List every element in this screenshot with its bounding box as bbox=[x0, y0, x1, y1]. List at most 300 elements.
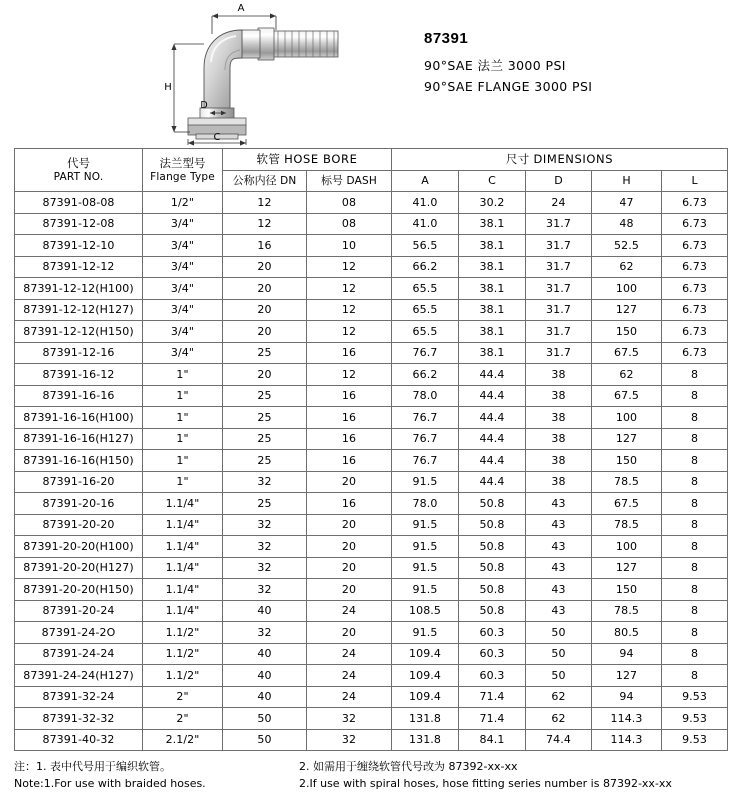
cell-dn: 32 bbox=[223, 557, 307, 579]
cell-flange-type: 1.1/2" bbox=[143, 665, 223, 687]
header-section bbox=[14, 0, 727, 148]
cell-dash: 24 bbox=[307, 600, 392, 622]
cell-dim-c: 60.3 bbox=[459, 622, 526, 644]
header-dim-a: A bbox=[392, 170, 459, 192]
cell-dim-d: 38 bbox=[526, 407, 592, 429]
table-row bbox=[15, 450, 728, 472]
cell-dim-c: 50.8 bbox=[459, 493, 526, 515]
cell-dn: 40 bbox=[223, 643, 307, 665]
header-hose-bore-cn: 软管 bbox=[256, 152, 281, 167]
cell-dim-a: 76.7 bbox=[392, 450, 459, 472]
cell-dash: 20 bbox=[307, 557, 392, 579]
header-dim-l: L bbox=[662, 170, 728, 192]
cell-part-no: 87391-20-16 bbox=[15, 493, 143, 515]
cell-part-no: 87391-20-20(H150) bbox=[15, 579, 143, 601]
header-dn bbox=[223, 170, 307, 192]
cell-dim-d: 43 bbox=[526, 536, 592, 558]
cell-part-no: 87391-12-12 bbox=[15, 256, 143, 278]
cell-dim-a: 91.5 bbox=[392, 579, 459, 601]
cell-part-no: 87391-08-08 bbox=[15, 192, 143, 214]
cell-dim-d: 62 bbox=[526, 686, 592, 708]
cell-dim-l: 8 bbox=[662, 514, 728, 536]
cell-dim-a: 56.5 bbox=[392, 235, 459, 257]
header-part-no bbox=[15, 149, 143, 192]
cell-dim-c: 38.1 bbox=[459, 235, 526, 257]
cell-flange-type: 1" bbox=[143, 428, 223, 450]
cell-dim-l: 9.53 bbox=[662, 708, 728, 730]
cell-dim-c: 60.3 bbox=[459, 643, 526, 665]
cell-dim-d: 43 bbox=[526, 514, 592, 536]
cell-dash: 16 bbox=[307, 428, 392, 450]
cell-dim-c: 71.4 bbox=[459, 686, 526, 708]
cell-dim-a: 91.5 bbox=[392, 514, 459, 536]
cell-dim-h: 78.5 bbox=[592, 600, 662, 622]
cell-flange-type: 1.1/4" bbox=[143, 557, 223, 579]
cell-dash: 16 bbox=[307, 493, 392, 515]
cell-dim-d: 43 bbox=[526, 493, 592, 515]
cell-dim-d: 31.7 bbox=[526, 342, 592, 364]
cell-dim-a: 109.4 bbox=[392, 643, 459, 665]
dimension-c-label: C bbox=[213, 132, 221, 143]
cell-dim-l: 6.73 bbox=[662, 256, 728, 278]
note-en-1: Note:1.For use with braided hoses. bbox=[14, 777, 206, 791]
cell-dim-h: 150 bbox=[592, 450, 662, 472]
cell-dim-l: 9.53 bbox=[662, 729, 728, 751]
table-row bbox=[15, 729, 728, 751]
header-dash-en: DASH bbox=[346, 174, 377, 187]
cell-dim-l: 6.73 bbox=[662, 213, 728, 235]
cell-dash: 20 bbox=[307, 471, 392, 493]
cell-dn: 25 bbox=[223, 385, 307, 407]
cell-dim-d: 43 bbox=[526, 600, 592, 622]
cell-dn: 50 bbox=[223, 708, 307, 730]
cell-flange-type: 1" bbox=[143, 385, 223, 407]
cell-dim-c: 38.1 bbox=[459, 321, 526, 343]
cell-dim-c: 44.4 bbox=[459, 428, 526, 450]
cell-dash: 20 bbox=[307, 622, 392, 644]
cell-dim-d: 31.7 bbox=[526, 256, 592, 278]
table-row bbox=[15, 364, 728, 386]
cell-dim-a: 91.5 bbox=[392, 557, 459, 579]
cell-part-no: 87391-20-20(H127) bbox=[15, 557, 143, 579]
cell-dim-a: 91.5 bbox=[392, 622, 459, 644]
cell-dn: 32 bbox=[223, 579, 307, 601]
cell-flange-type: 3/4" bbox=[143, 299, 223, 321]
table-row bbox=[15, 643, 728, 665]
cell-dim-d: 38 bbox=[526, 428, 592, 450]
cell-dim-h: 100 bbox=[592, 536, 662, 558]
cell-part-no: 87391-16-16(H100) bbox=[15, 407, 143, 429]
cell-dim-l: 8 bbox=[662, 579, 728, 601]
cell-dim-a: 109.4 bbox=[392, 686, 459, 708]
cell-dim-c: 38.1 bbox=[459, 342, 526, 364]
cell-dn: 25 bbox=[223, 428, 307, 450]
cell-dim-a: 41.0 bbox=[392, 192, 459, 214]
cell-part-no: 87391-12-12(H127) bbox=[15, 299, 143, 321]
cell-dim-c: 71.4 bbox=[459, 708, 526, 730]
header-dimensions-en: DIMENSIONS bbox=[533, 152, 614, 167]
cell-part-no: 87391-24-2O bbox=[15, 622, 143, 644]
cell-dash: 16 bbox=[307, 450, 392, 472]
elbow-bend bbox=[204, 30, 242, 112]
cell-dim-c: 44.4 bbox=[459, 450, 526, 472]
description-en: 90°SAE FLANGE 3000 PSI bbox=[424, 79, 593, 94]
cell-dn: 40 bbox=[223, 600, 307, 622]
table-row bbox=[15, 665, 728, 687]
header-dn-en: DN bbox=[280, 174, 297, 187]
cell-dash: 10 bbox=[307, 235, 392, 257]
header-part-no-en: PART NO. bbox=[53, 170, 104, 183]
cell-dash: 12 bbox=[307, 321, 392, 343]
cell-dim-h: 127 bbox=[592, 299, 662, 321]
cell-flange-type: 1" bbox=[143, 407, 223, 429]
cell-dim-h: 94 bbox=[592, 643, 662, 665]
cell-dim-l: 8 bbox=[662, 385, 728, 407]
cell-dim-c: 44.4 bbox=[459, 385, 526, 407]
cell-dim-a: 65.5 bbox=[392, 278, 459, 300]
cell-dim-d: 74.4 bbox=[526, 729, 592, 751]
cell-dash: 32 bbox=[307, 708, 392, 730]
cell-dn: 32 bbox=[223, 514, 307, 536]
cell-dn: 32 bbox=[223, 622, 307, 644]
cell-flange-type: 3/4" bbox=[143, 213, 223, 235]
cell-dim-d: 24 bbox=[526, 192, 592, 214]
cell-dim-c: 50.8 bbox=[459, 514, 526, 536]
cell-dim-l: 6.73 bbox=[662, 192, 728, 214]
cell-dim-c: 50.8 bbox=[459, 579, 526, 601]
table-row bbox=[15, 321, 728, 343]
cell-dim-d: 50 bbox=[526, 665, 592, 687]
cell-part-no: 87391-20-20(H100) bbox=[15, 536, 143, 558]
cell-flange-type: 2" bbox=[143, 686, 223, 708]
cell-part-no: 87391-16-16 bbox=[15, 385, 143, 407]
cell-dn: 12 bbox=[223, 213, 307, 235]
cell-dim-c: 38.1 bbox=[459, 278, 526, 300]
cell-dn: 40 bbox=[223, 686, 307, 708]
cell-dim-h: 62 bbox=[592, 256, 662, 278]
cell-dim-l: 6.73 bbox=[662, 299, 728, 321]
cell-part-no: 87391-16-16(H150) bbox=[15, 450, 143, 472]
table-header-group-row bbox=[15, 149, 728, 171]
cell-dim-l: 8 bbox=[662, 600, 728, 622]
cell-dim-a: 108.5 bbox=[392, 600, 459, 622]
cell-dn: 50 bbox=[223, 729, 307, 751]
header-dimensions-cn: 尺寸 bbox=[505, 152, 530, 167]
cell-part-no: 87391-16-20 bbox=[15, 471, 143, 493]
cell-dim-a: 65.5 bbox=[392, 299, 459, 321]
cell-dim-a: 66.2 bbox=[392, 364, 459, 386]
cell-dn: 40 bbox=[223, 665, 307, 687]
cell-dim-c: 50.8 bbox=[459, 600, 526, 622]
cell-dim-h: 94 bbox=[592, 686, 662, 708]
table-row bbox=[15, 235, 728, 257]
specification-table bbox=[14, 148, 728, 751]
cell-dim-d: 38 bbox=[526, 471, 592, 493]
notes-section bbox=[14, 758, 727, 792]
cell-dim-d: 50 bbox=[526, 643, 592, 665]
table-row bbox=[15, 557, 728, 579]
table-row bbox=[15, 213, 728, 235]
header-dim-h: H bbox=[592, 170, 662, 192]
cell-dn: 32 bbox=[223, 536, 307, 558]
table-row bbox=[15, 579, 728, 601]
table-row bbox=[15, 299, 728, 321]
cell-dim-l: 8 bbox=[662, 622, 728, 644]
cell-dim-d: 38 bbox=[526, 385, 592, 407]
cell-dim-h: 150 bbox=[592, 579, 662, 601]
cell-flange-type: 2" bbox=[143, 708, 223, 730]
cell-dim-c: 44.4 bbox=[459, 471, 526, 493]
table-row bbox=[15, 407, 728, 429]
cell-dim-h: 67.5 bbox=[592, 493, 662, 515]
cell-flange-type: 1.1/4" bbox=[143, 536, 223, 558]
table-body bbox=[15, 192, 728, 751]
cell-dim-h: 127 bbox=[592, 557, 662, 579]
cell-dim-a: 65.5 bbox=[392, 321, 459, 343]
cell-dim-l: 8 bbox=[662, 364, 728, 386]
cell-dash: 12 bbox=[307, 364, 392, 386]
table-row bbox=[15, 493, 728, 515]
cell-dim-d: 31.7 bbox=[526, 321, 592, 343]
cell-dim-l: 8 bbox=[662, 428, 728, 450]
cell-dash: 12 bbox=[307, 299, 392, 321]
cell-dim-a: 76.7 bbox=[392, 428, 459, 450]
cell-dim-h: 127 bbox=[592, 428, 662, 450]
table-row bbox=[15, 278, 728, 300]
cell-flange-type: 1" bbox=[143, 471, 223, 493]
header-dimensions bbox=[392, 149, 728, 171]
cell-flange-type: 3/4" bbox=[143, 321, 223, 343]
cell-flange-type: 2.1/2" bbox=[143, 729, 223, 751]
cell-dim-h: 114.3 bbox=[592, 708, 662, 730]
cell-dim-l: 8 bbox=[662, 665, 728, 687]
cell-dim-a: 66.2 bbox=[392, 256, 459, 278]
cell-flange-type: 1.1/4" bbox=[143, 493, 223, 515]
header-dim-c: C bbox=[459, 170, 526, 192]
cell-dim-l: 8 bbox=[662, 493, 728, 515]
header-dash-cn: 标号 bbox=[321, 173, 344, 187]
cell-dash: 16 bbox=[307, 385, 392, 407]
cell-dim-l: 6.73 bbox=[662, 278, 728, 300]
cell-dim-h: 80.5 bbox=[592, 622, 662, 644]
header-flange-type-en: Flange Type bbox=[150, 170, 215, 183]
table-row bbox=[15, 192, 728, 214]
cell-dim-c: 44.4 bbox=[459, 407, 526, 429]
cell-dim-h: 78.5 bbox=[592, 471, 662, 493]
cell-dim-c: 38.1 bbox=[459, 256, 526, 278]
cell-part-no: 87391-24-24(H127) bbox=[15, 665, 143, 687]
cell-dim-d: 38 bbox=[526, 364, 592, 386]
header-flange-type bbox=[143, 149, 223, 192]
title-block bbox=[424, 0, 592, 99]
table-row bbox=[15, 342, 728, 364]
cell-dim-h: 47 bbox=[592, 192, 662, 214]
cell-dash: 08 bbox=[307, 213, 392, 235]
cell-part-no: 87391-20-20 bbox=[15, 514, 143, 536]
cell-dim-d: 38 bbox=[526, 450, 592, 472]
note-en-2: 2.If use with spiral hoses, hose fitting series number is 87392-xx-xx bbox=[299, 777, 672, 791]
cell-dim-a: 41.0 bbox=[392, 213, 459, 235]
table-row bbox=[15, 385, 728, 407]
cell-dn: 25 bbox=[223, 493, 307, 515]
cell-dim-c: 50.8 bbox=[459, 536, 526, 558]
header-part-no-cn: 代号 bbox=[67, 156, 90, 171]
notes-row-en bbox=[14, 775, 727, 792]
cell-part-no: 87391-12-12(H150) bbox=[15, 321, 143, 343]
cell-flange-type: 3/4" bbox=[143, 342, 223, 364]
cell-dim-l: 8 bbox=[662, 536, 728, 558]
table-row bbox=[15, 471, 728, 493]
cell-dim-c: 50.8 bbox=[459, 557, 526, 579]
cell-dash: 20 bbox=[307, 536, 392, 558]
cell-flange-type: 1/2" bbox=[143, 192, 223, 214]
cell-dn: 20 bbox=[223, 278, 307, 300]
header-dim-d: D bbox=[526, 170, 592, 192]
cell-dn: 20 bbox=[223, 256, 307, 278]
cell-dash: 16 bbox=[307, 407, 392, 429]
cell-dim-h: 150 bbox=[592, 321, 662, 343]
cell-part-no: 87391-32-32 bbox=[15, 708, 143, 730]
cell-dim-d: 31.7 bbox=[526, 278, 592, 300]
cell-dim-c: 30.2 bbox=[459, 192, 526, 214]
cell-dim-a: 78.0 bbox=[392, 385, 459, 407]
cell-part-no: 87391-20-24 bbox=[15, 600, 143, 622]
cell-dim-l: 8 bbox=[662, 557, 728, 579]
table-row bbox=[15, 600, 728, 622]
product-drawing bbox=[14, 0, 414, 148]
cell-dim-h: 62 bbox=[592, 364, 662, 386]
cell-dim-h: 67.5 bbox=[592, 385, 662, 407]
cell-flange-type: 1" bbox=[143, 450, 223, 472]
cell-dim-h: 100 bbox=[592, 407, 662, 429]
cell-dim-l: 8 bbox=[662, 471, 728, 493]
cell-dim-a: 78.0 bbox=[392, 493, 459, 515]
table-row bbox=[15, 686, 728, 708]
cell-part-no: 87391-16-16(H127) bbox=[15, 428, 143, 450]
cell-flange-type: 1.1/2" bbox=[143, 622, 223, 644]
cell-dim-d: 43 bbox=[526, 557, 592, 579]
cell-dim-l: 6.73 bbox=[662, 235, 728, 257]
cell-dim-c: 38.1 bbox=[459, 299, 526, 321]
cell-dim-d: 62 bbox=[526, 708, 592, 730]
notes-row-cn bbox=[14, 758, 727, 775]
note-cn-1: 注：1. 表中代号用于编织软管。 bbox=[14, 760, 171, 773]
cell-dim-l: 9.53 bbox=[662, 686, 728, 708]
part-code: 87391 bbox=[424, 30, 469, 47]
table-row bbox=[15, 536, 728, 558]
cell-part-no: 87391-40-32 bbox=[15, 729, 143, 751]
cell-dim-a: 76.7 bbox=[392, 342, 459, 364]
cell-dim-a: 91.5 bbox=[392, 471, 459, 493]
table-row bbox=[15, 622, 728, 644]
table-row bbox=[15, 428, 728, 450]
cell-dash: 20 bbox=[307, 579, 392, 601]
cell-flange-type: 1.1/4" bbox=[143, 600, 223, 622]
cell-dash: 12 bbox=[307, 278, 392, 300]
cell-dim-a: 131.8 bbox=[392, 729, 459, 751]
cell-dim-c: 84.1 bbox=[459, 729, 526, 751]
fitting-illustration bbox=[14, 0, 414, 148]
cell-dim-d: 43 bbox=[526, 579, 592, 601]
cell-dn: 12 bbox=[223, 192, 307, 214]
dimension-d-label: D bbox=[200, 100, 208, 111]
cell-flange-type: 1.1/2" bbox=[143, 643, 223, 665]
cell-dim-d: 50 bbox=[526, 622, 592, 644]
cell-dash: 16 bbox=[307, 342, 392, 364]
cell-dn: 16 bbox=[223, 235, 307, 257]
dimension-a-label: A bbox=[237, 3, 245, 14]
header-dn-cn: 公称内径 bbox=[232, 173, 277, 187]
cell-dash: 20 bbox=[307, 514, 392, 536]
cell-flange-type: 1" bbox=[143, 364, 223, 386]
cell-dim-h: 78.5 bbox=[592, 514, 662, 536]
cell-dim-a: 91.5 bbox=[392, 536, 459, 558]
header-dash bbox=[307, 170, 392, 192]
cell-dim-d: 31.7 bbox=[526, 235, 592, 257]
cell-dash: 08 bbox=[307, 192, 392, 214]
cell-dim-a: 131.8 bbox=[392, 708, 459, 730]
cell-dim-l: 8 bbox=[662, 407, 728, 429]
table-row bbox=[15, 514, 728, 536]
cell-flange-type: 1.1/4" bbox=[143, 579, 223, 601]
cell-dn: 20 bbox=[223, 321, 307, 343]
cell-dash: 24 bbox=[307, 665, 392, 687]
cell-dim-l: 8 bbox=[662, 643, 728, 665]
cell-dim-h: 127 bbox=[592, 665, 662, 687]
cell-dash: 24 bbox=[307, 686, 392, 708]
cell-dim-h: 114.3 bbox=[592, 729, 662, 751]
cell-dash: 24 bbox=[307, 643, 392, 665]
cell-dash: 32 bbox=[307, 729, 392, 751]
note-cn-2: 2. 如需用于缠绕软管代号改为 87392-xx-xx bbox=[299, 760, 518, 773]
cell-dn: 25 bbox=[223, 407, 307, 429]
cell-dn: 25 bbox=[223, 342, 307, 364]
cell-dim-l: 6.73 bbox=[662, 342, 728, 364]
cell-dn: 20 bbox=[223, 364, 307, 386]
cell-part-no: 87391-16-12 bbox=[15, 364, 143, 386]
cell-dim-a: 109.4 bbox=[392, 665, 459, 687]
header-hose-bore-en: HOSE BORE bbox=[284, 152, 358, 167]
cell-flange-type: 3/4" bbox=[143, 256, 223, 278]
hose-barb bbox=[242, 28, 338, 60]
cell-dim-h: 100 bbox=[592, 278, 662, 300]
dimension-h-label: H bbox=[164, 82, 172, 93]
cell-dim-a: 76.7 bbox=[392, 407, 459, 429]
cell-dim-h: 48 bbox=[592, 213, 662, 235]
cell-dim-l: 6.73 bbox=[662, 321, 728, 343]
cell-dash: 12 bbox=[307, 256, 392, 278]
header-hose-bore bbox=[223, 149, 392, 171]
cell-dim-d: 31.7 bbox=[526, 213, 592, 235]
cell-flange-type: 3/4" bbox=[143, 235, 223, 257]
cell-dn: 25 bbox=[223, 450, 307, 472]
cell-dn: 32 bbox=[223, 471, 307, 493]
cell-dim-l: 8 bbox=[662, 450, 728, 472]
cell-part-no: 87391-12-10 bbox=[15, 235, 143, 257]
header-flange-type-cn: 法兰型号 bbox=[159, 156, 206, 171]
cell-part-no: 87391-32-24 bbox=[15, 686, 143, 708]
cell-dim-h: 67.5 bbox=[592, 342, 662, 364]
description-cn: 90°SAE 法兰 3000 PSI bbox=[424, 58, 566, 73]
cell-part-no: 87391-12-16 bbox=[15, 342, 143, 364]
cell-flange-type: 1.1/4" bbox=[143, 514, 223, 536]
cell-part-no: 87391-12-12(H100) bbox=[15, 278, 143, 300]
cell-dn: 20 bbox=[223, 299, 307, 321]
table-row bbox=[15, 256, 728, 278]
cell-dim-c: 44.4 bbox=[459, 364, 526, 386]
cell-dim-d: 31.7 bbox=[526, 299, 592, 321]
cell-dim-c: 60.3 bbox=[459, 665, 526, 687]
